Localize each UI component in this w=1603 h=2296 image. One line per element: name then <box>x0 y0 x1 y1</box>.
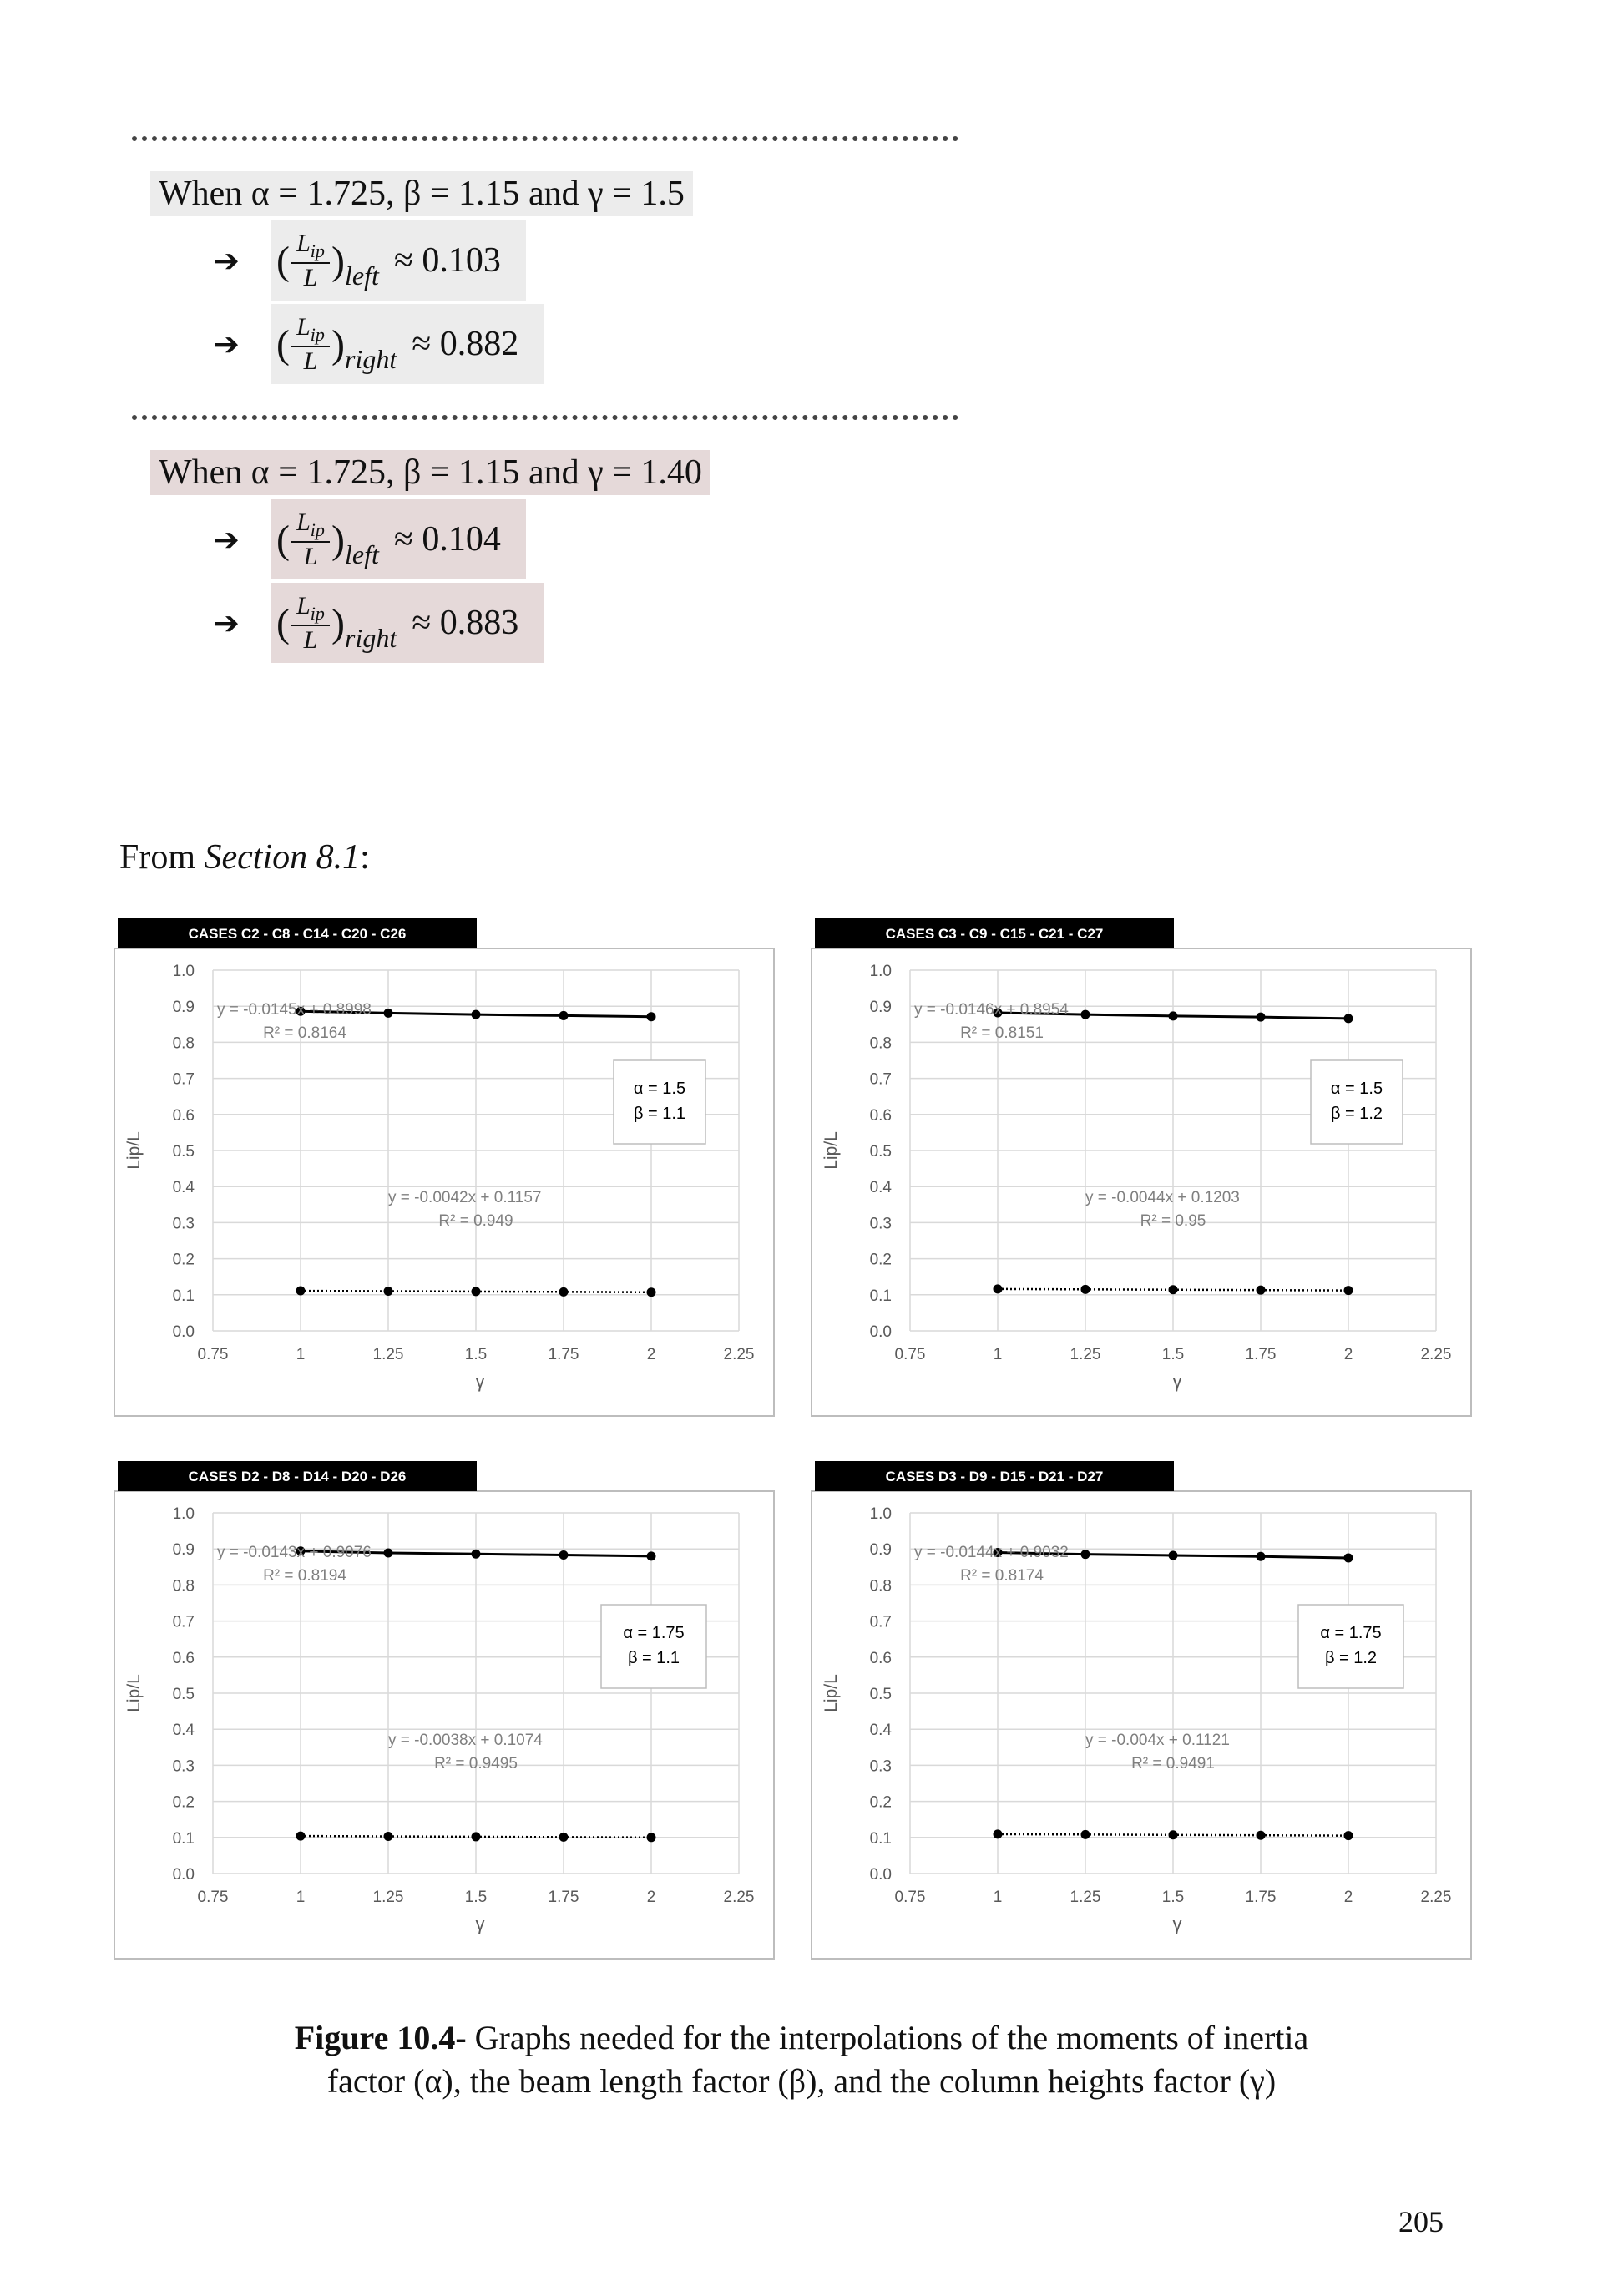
x-tick-label: 2 <box>646 1346 656 1363</box>
y-tick-label: 0.2 <box>869 1793 892 1812</box>
trendline-equation: y = -0.0038x + 0.1074 <box>388 1732 543 1749</box>
caption-label: Figure 10.4- <box>294 2019 467 2056</box>
x-axis-label: γ <box>1172 1371 1182 1392</box>
x-tick-label: 1 <box>993 1346 1003 1363</box>
data-point <box>559 1833 569 1842</box>
x-axis-label: γ <box>475 1914 485 1934</box>
y-tick-label: 0.2 <box>172 1251 195 1269</box>
trendline-r2: R² = 0.8174 <box>960 1567 1044 1585</box>
data-point <box>1081 1285 1090 1294</box>
x-tick-label: 2 <box>646 1889 656 1906</box>
data-point <box>647 1551 656 1560</box>
data-point <box>384 1548 393 1557</box>
parameter-label: α = 1.5 <box>633 1080 686 1098</box>
y-tick-label: 0.0 <box>869 1866 892 1884</box>
y-tick-label: 0.5 <box>172 1686 195 1703</box>
trendline-r2: R² = 0.949 <box>438 1212 513 1230</box>
x-tick-label: 0.75 <box>197 1889 229 1906</box>
parameter-box <box>1311 1060 1403 1144</box>
trendline-equation: y = -0.0145x + 0.8998 <box>217 1001 372 1019</box>
x-tick-label: 2.25 <box>723 1346 755 1363</box>
data-point <box>994 1829 1003 1838</box>
y-tick-label: 0.4 <box>172 1179 195 1197</box>
y-tick-label: 0.3 <box>172 1757 195 1776</box>
arrow-icon: ➔ <box>213 604 240 641</box>
data-point <box>1169 1830 1178 1839</box>
trendline-r2: R² = 0.9495 <box>434 1755 518 1773</box>
data-point <box>1344 1554 1353 1563</box>
data-point <box>559 1550 569 1560</box>
trendline-r2: R² = 0.8194 <box>263 1567 346 1585</box>
caption-line-1: Graphs needed for the interpolations of the moments of inertia <box>466 2019 1309 2056</box>
y-tick-label: 0.7 <box>869 1070 892 1089</box>
data-point <box>384 1287 393 1296</box>
chart-title: CASES D2 - D8 - D14 - D20 - D26 <box>188 1469 407 1484</box>
arrow-icon: ➔ <box>213 521 240 558</box>
left-result-row-1 <box>213 219 526 302</box>
subscript-right: right <box>344 622 397 653</box>
left-result-row-2 <box>213 498 526 581</box>
y-tick-label: 0.7 <box>869 1613 892 1631</box>
result-box <box>271 220 526 301</box>
parameter-box <box>614 1060 705 1144</box>
value-right: ≈ 0.882 <box>412 325 519 363</box>
y-tick-label: 0.5 <box>869 1143 892 1161</box>
right-result-row-2 <box>213 581 544 665</box>
parameter-label: β = 1.1 <box>633 1105 686 1123</box>
data-point <box>1081 1830 1090 1839</box>
result-box: ( $\frac{L_{ip}}{L}$ ) right ≈ 0.882 <box>271 304 544 384</box>
x-tick-label: 1 <box>993 1889 1003 1906</box>
parameter-box <box>601 1605 706 1688</box>
data-point <box>647 1833 656 1842</box>
x-tick-label: 1.25 <box>1070 1889 1101 1906</box>
subscript-left: left <box>344 260 379 291</box>
x-tick-label: 2 <box>1343 1889 1353 1906</box>
trendline-r2: R² = 0.8164 <box>263 1024 346 1042</box>
right-result-row-1 <box>213 302 544 386</box>
data-point <box>1344 1831 1353 1840</box>
data-point <box>1257 1013 1266 1022</box>
parameter-label: α = 1.75 <box>623 1624 685 1642</box>
data-point <box>296 1832 306 1841</box>
x-tick-label: 2.25 <box>1420 1889 1452 1906</box>
data-point <box>384 1009 393 1018</box>
y-tick-label: 0.7 <box>172 1613 195 1631</box>
data-point <box>472 1287 481 1296</box>
parameter-label: β = 1.2 <box>1324 1649 1378 1667</box>
data-point <box>472 1550 481 1559</box>
x-tick-label: 1.25 <box>372 1889 404 1906</box>
trendline-r2: R² = 0.8151 <box>960 1024 1044 1042</box>
parameter-label: β = 1.1 <box>627 1649 680 1667</box>
x-tick-label: 1.75 <box>1245 1346 1277 1363</box>
x-tick-label: 1.75 <box>548 1346 579 1363</box>
y-tick-label: 1.0 <box>869 963 892 980</box>
data-point <box>1169 1550 1178 1560</box>
data-point <box>1257 1286 1266 1295</box>
data-point <box>1081 1550 1090 1559</box>
data-point <box>1344 1014 1353 1023</box>
trendline-equation: y = -0.004x + 0.1121 <box>1085 1732 1230 1749</box>
fraction: $\frac{L_{ip}}{L}$ <box>291 594 330 653</box>
chart-title: CASES C3 - C9 - C15 - C21 - C27 <box>885 926 1104 942</box>
section-reference: From Section 8.1: <box>119 838 370 877</box>
y-tick-label: 0.7 <box>172 1070 195 1089</box>
data-point <box>994 1284 1003 1293</box>
data-point <box>472 1832 481 1841</box>
y-tick-label: 0.6 <box>172 1106 195 1125</box>
x-tick-label: 2 <box>1343 1346 1353 1363</box>
x-axis-label: γ <box>475 1371 485 1392</box>
y-tick-label: 0.0 <box>869 1323 892 1341</box>
condition-line-2: When α = 1.725, β = 1.15 and γ = 1.40 <box>150 450 710 495</box>
caption-line-2: factor (α), the beam length factor (β), and the column heights factor (γ) <box>326 2062 1277 2100</box>
y-axis-label: Lip/L <box>822 1131 841 1170</box>
data-point <box>647 1012 656 1021</box>
fraction: $\frac{L_{ip}}{L}$ <box>291 231 330 291</box>
parameter-box <box>1298 1605 1403 1688</box>
page-number: 205 <box>1398 2205 1444 2238</box>
y-tick-label: 0.8 <box>172 1034 195 1053</box>
y-tick-label: 0.5 <box>172 1143 195 1161</box>
y-tick-label: 0.4 <box>869 1722 892 1740</box>
x-axis-label: γ <box>1172 1914 1182 1934</box>
x-tick-label: 1.75 <box>1245 1889 1277 1906</box>
x-tick-label: 0.75 <box>894 1889 926 1906</box>
trendline-r2: R² = 0.9491 <box>1131 1755 1215 1773</box>
y-tick-label: 0.8 <box>172 1577 195 1596</box>
trendline-r2: R² = 0.95 <box>1140 1212 1206 1230</box>
trendline-equation: y = -0.0042x + 0.1157 <box>388 1189 542 1206</box>
y-tick-label: 0.5 <box>869 1686 892 1703</box>
y-axis-label: Lip/L <box>124 1674 144 1712</box>
y-tick-label: 1.0 <box>172 963 195 980</box>
y-tick-label: 0.1 <box>172 1829 195 1848</box>
chart-cases-c3 <box>810 918 1478 1419</box>
x-tick-label: 0.75 <box>197 1346 229 1363</box>
trendline-equation: y = -0.0144x + 0.9032 <box>914 1544 1069 1561</box>
fraction: $\frac{L_{ip}}{L}$ <box>291 510 330 569</box>
open-paren: ( <box>276 238 290 283</box>
data-point <box>296 1287 306 1296</box>
result-box: ( $\frac{L_{ip}}{L}$ ) right ≈ 0.883 <box>271 583 544 663</box>
y-tick-label: 0.4 <box>172 1722 195 1740</box>
data-point <box>1257 1831 1266 1840</box>
y-tick-label: 0.8 <box>869 1577 892 1596</box>
x-tick-label: 0.75 <box>894 1346 926 1363</box>
y-tick-label: 0.6 <box>869 1106 892 1125</box>
y-tick-label: 0.9 <box>869 999 892 1017</box>
close-paren: ) <box>331 238 345 283</box>
x-tick-label: 1.5 <box>464 1346 488 1363</box>
y-tick-label: 0.0 <box>172 1866 195 1884</box>
value-left: ≈ 0.104 <box>393 520 501 559</box>
chart-title: CASES D3 - D9 - D15 - D21 - D27 <box>885 1469 1104 1484</box>
chart-title: CASES C2 - C8 - C14 - C20 - C26 <box>188 926 407 942</box>
y-tick-label: 0.6 <box>172 1649 195 1667</box>
y-tick-label: 0.4 <box>869 1179 892 1197</box>
value-right: ≈ 0.883 <box>412 604 519 642</box>
chart-cases-d3 <box>810 1461 1486 1970</box>
arrow-icon: ➔ <box>213 326 240 362</box>
data-point <box>1257 1552 1266 1561</box>
data-point <box>559 1287 569 1297</box>
trendline-equation: y = -0.0146x + 0.8954 <box>914 1001 1069 1019</box>
y-tick-label: 0.3 <box>869 1757 892 1776</box>
x-tick-label: 1 <box>296 1346 306 1363</box>
y-tick-label: 0.1 <box>869 1829 892 1848</box>
y-tick-label: 0.8 <box>869 1034 892 1053</box>
condition-line-1: When α = 1.725, β = 1.15 and γ = 1.5 <box>150 171 693 216</box>
parameter-label: α = 1.75 <box>1320 1624 1382 1642</box>
arrow-icon: ➔ <box>213 242 240 279</box>
y-axis-label: Lip/L <box>124 1131 144 1170</box>
dotted-divider <box>132 415 958 420</box>
figure-caption <box>0 2016 1603 2103</box>
data-point <box>1169 1011 1178 1020</box>
trendline-equation: y = -0.0044x + 0.1203 <box>1085 1189 1240 1206</box>
data-point <box>472 1010 481 1019</box>
y-tick-label: 0.1 <box>869 1287 892 1305</box>
chart-cases-c2 <box>113 918 781 1419</box>
y-tick-label: 0.6 <box>869 1649 892 1667</box>
data-point <box>1169 1285 1178 1294</box>
x-tick-label: 1.25 <box>1070 1346 1101 1363</box>
x-tick-label: 2.25 <box>723 1889 755 1906</box>
subscript-right: right <box>344 343 397 374</box>
x-tick-label: 1.5 <box>464 1889 488 1906</box>
x-tick-label: 1.25 <box>372 1346 404 1363</box>
data-point <box>559 1011 569 1020</box>
chart-cases-d2 <box>113 1461 781 1970</box>
x-tick-label: 1.5 <box>1161 1889 1185 1906</box>
y-tick-label: 1.0 <box>172 1505 195 1523</box>
data-point <box>1344 1286 1353 1295</box>
result-box: ( $\frac{L_{ip}}{L}$ ) left ≈ 0.104 <box>271 499 526 579</box>
y-tick-label: 0.9 <box>172 1541 195 1560</box>
x-tick-label: 1.75 <box>548 1889 579 1906</box>
value-left: ≈ 0.103 <box>393 241 501 280</box>
y-tick-label: 0.9 <box>869 1541 892 1560</box>
y-tick-label: 0.1 <box>172 1287 195 1305</box>
parameter-label: β = 1.2 <box>1330 1105 1383 1123</box>
subscript-left: left <box>344 539 379 569</box>
data-point <box>1081 1010 1090 1019</box>
data-point <box>384 1832 393 1841</box>
y-tick-label: 0.3 <box>869 1215 892 1233</box>
x-tick-label: 2.25 <box>1420 1346 1452 1363</box>
y-tick-label: 0.3 <box>172 1215 195 1233</box>
y-tick-label: 0.2 <box>869 1251 892 1269</box>
dotted-divider <box>132 136 958 141</box>
data-point <box>647 1287 656 1297</box>
trendline-equation: y = -0.0143x + 0.9076 <box>217 1544 372 1561</box>
y-tick-label: 0.0 <box>172 1323 195 1341</box>
parameter-label: α = 1.5 <box>1330 1080 1383 1098</box>
y-axis-label: Lip/L <box>822 1674 841 1712</box>
fraction: $\frac{L_{ip}}{L}$ <box>291 315 330 374</box>
y-tick-label: 0.9 <box>172 999 195 1017</box>
x-tick-label: 1 <box>296 1889 306 1906</box>
x-tick-label: 1.5 <box>1161 1346 1185 1363</box>
y-tick-label: 0.2 <box>172 1793 195 1812</box>
y-tick-label: 1.0 <box>869 1505 892 1523</box>
